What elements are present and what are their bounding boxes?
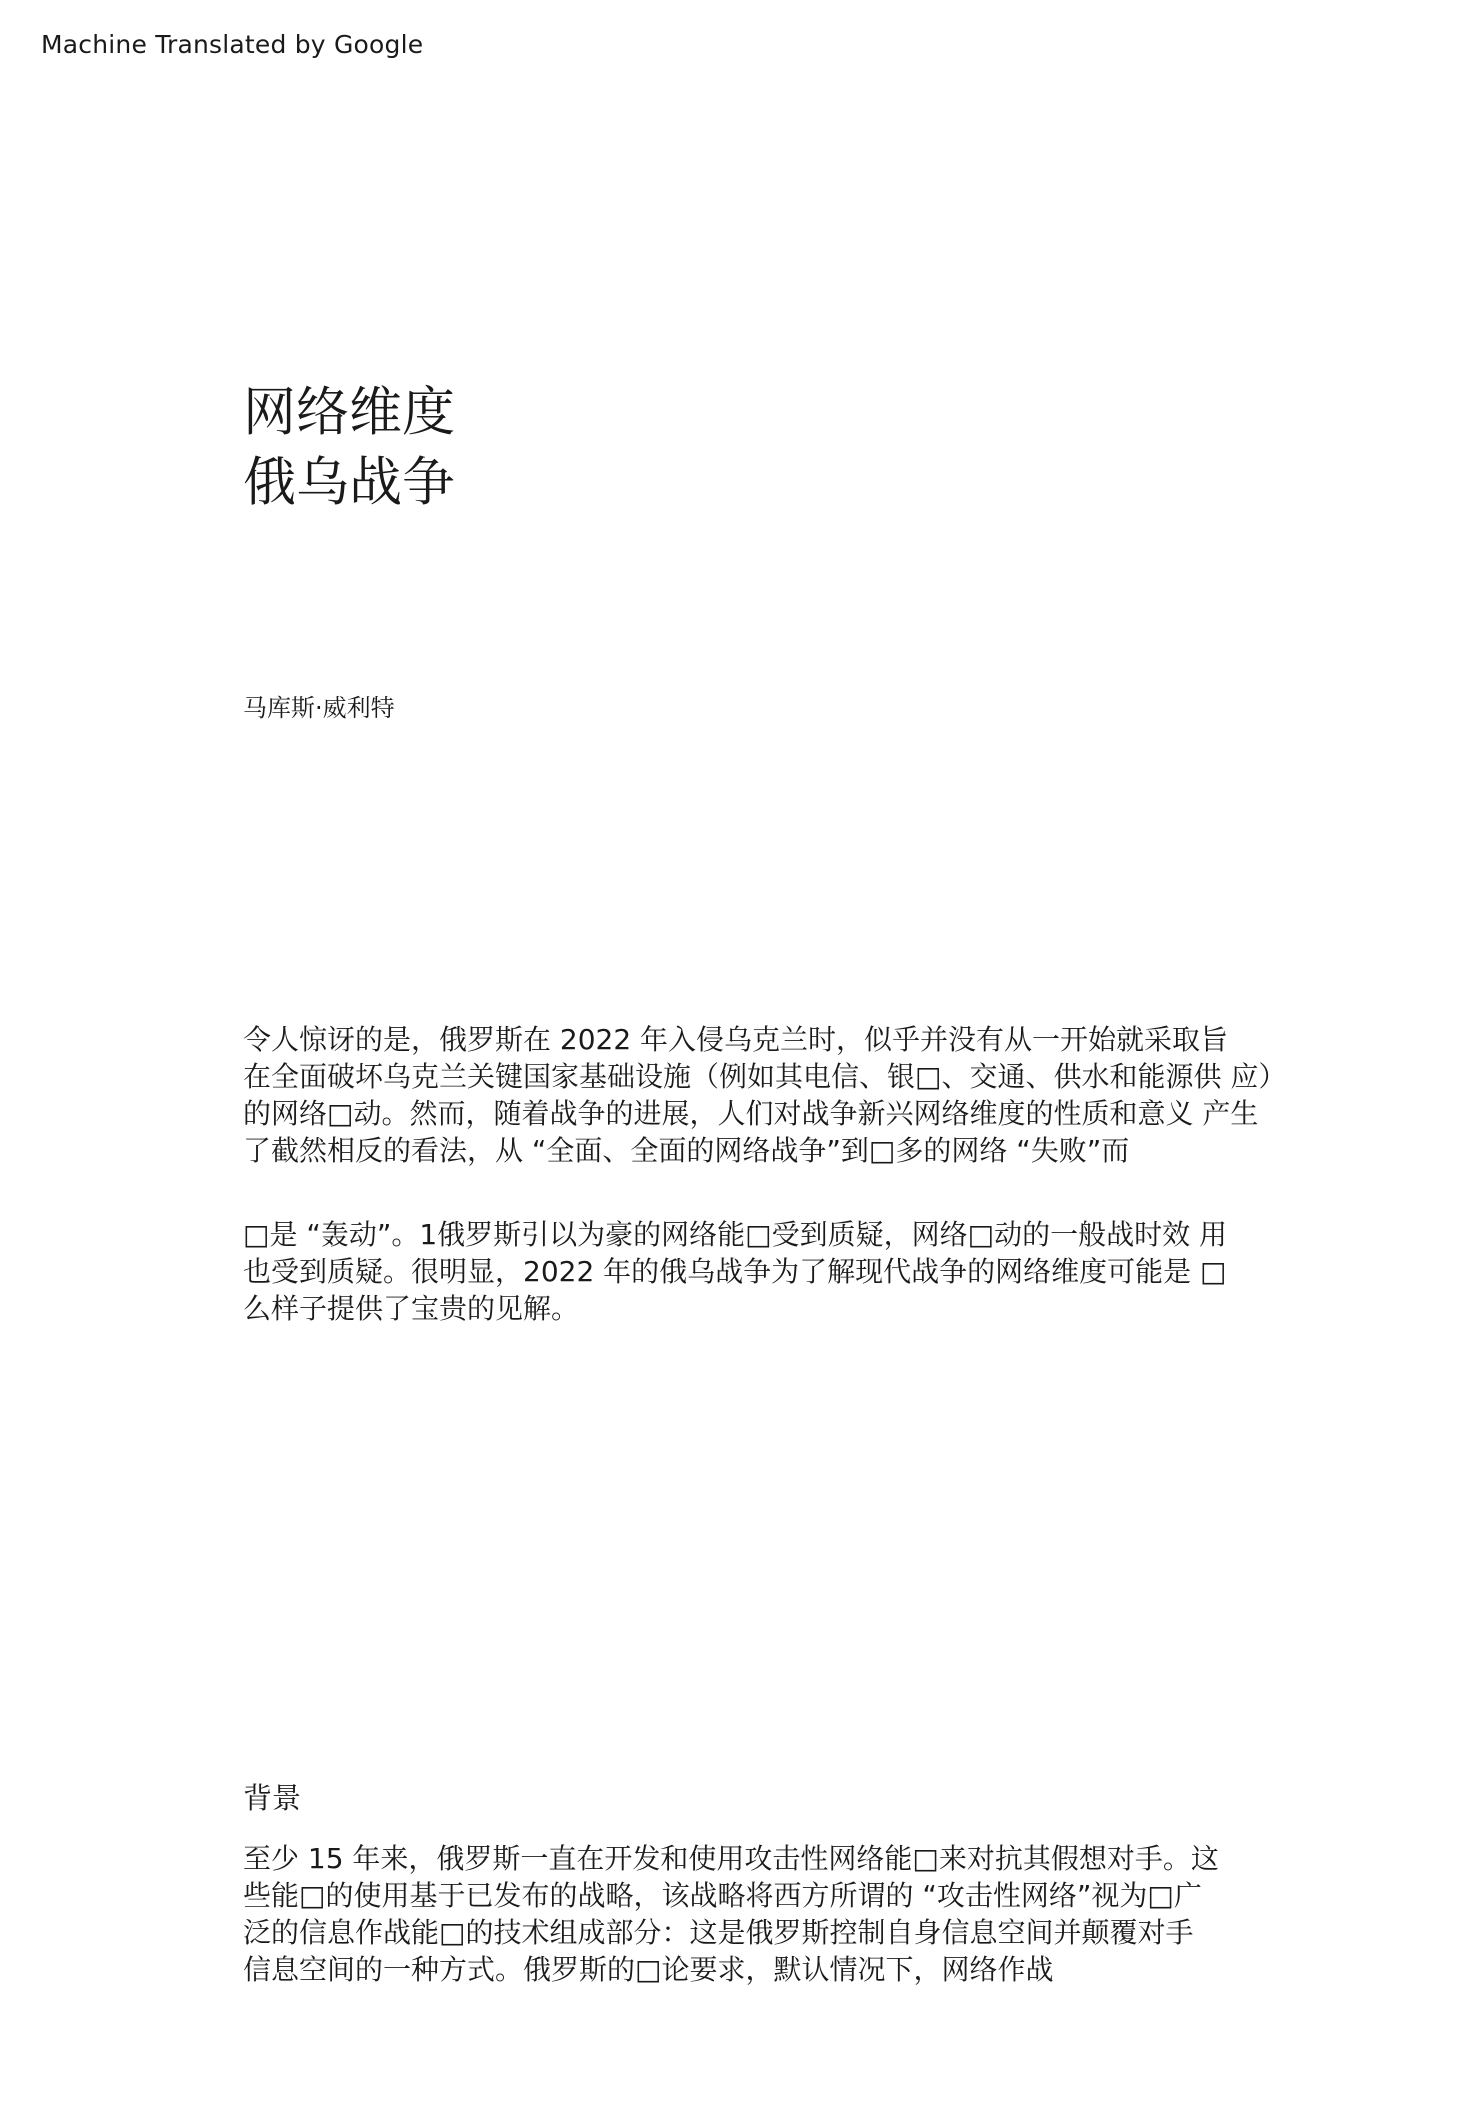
paragraph-line: 的网络□动。然而，随着战争的进展，人们对战争新兴网络维度的性质和意义 产生: [243, 1097, 1259, 1130]
paragraph-continuation: [243, 1216, 1283, 1327]
paragraph-line: 也受到质疑。很明显，2022 年的俄乌战争为了解现代战争的网络维度可能是 □: [243, 1255, 1227, 1288]
paragraph-intro: [243, 1021, 1287, 1169]
paragraph-line: 至少 15 年来，俄罗斯一直在开发和使用攻击性网络能□来对抗其假想对手。这: [243, 1842, 1219, 1875]
section-heading-background: 背景: [243, 1781, 302, 1815]
machine-translation-banner: Machine Translated by Google: [41, 30, 424, 59]
paragraph-line: □是 “轰动”。1俄罗斯引以为豪的网络能□受到质疑，网络□动的一般战时效 用: [243, 1218, 1227, 1251]
paragraph-line: 了截然相反的看法，从 “全面、全面的网络战争”到□多的网络 “失败”而: [243, 1134, 1130, 1167]
title-line-2: 俄乌战争: [243, 452, 455, 513]
document-title: [243, 378, 455, 518]
paragraph-line: 令人惊讶的是，俄罗斯在 2022 年入侵乌克兰时，似乎并没有从一开始就采取旨: [243, 1023, 1229, 1056]
author-name: 马库斯·威利特: [243, 694, 395, 722]
paragraph-background: [243, 1840, 1283, 1988]
title-line-1: 网络维度: [243, 382, 455, 443]
paragraph-line: 些能□的使用基于已发布的战略，该战略将西方所谓的 “攻击性网络”视为□广: [243, 1879, 1202, 1912]
paragraph-line: 么样子提供了宝贵的见解。: [243, 1292, 580, 1325]
paragraph-line: 在全面破坏乌克兰关键国家基础设施（例如其电信、银□、交通、供水和能源供 应）: [243, 1060, 1287, 1093]
paragraph-line: 信息空间的一种方式。俄罗斯的□论要求，默认情况下，网络作战: [243, 1953, 1054, 1986]
paragraph-line: 泛的信息作战能□的技术组成部分：这是俄罗斯控制自身信息空间并颠覆对手: [243, 1916, 1194, 1949]
